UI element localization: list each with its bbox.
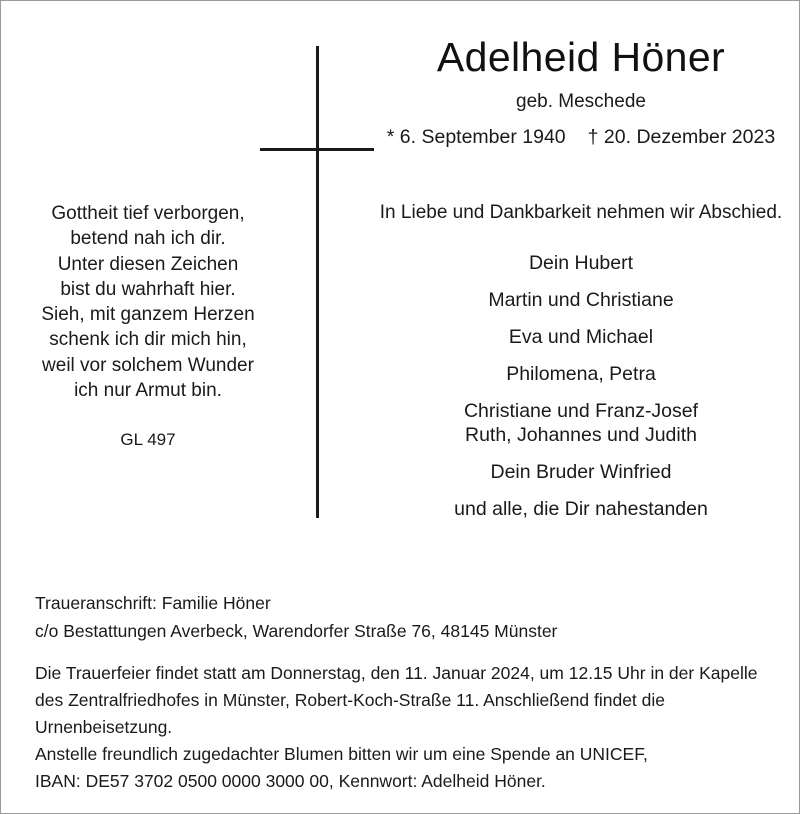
mourning-block <box>371 202 791 521</box>
mourner-name: Dein Hubert <box>528 252 634 274</box>
donation-request: Anstelle freundlich zugedachter Blumen bitten wir um eine Spende an UNICEF, <box>35 744 648 764</box>
death-date: † 20. Dezember 2023 <box>587 125 776 148</box>
donation-iban: IBAN: DE57 3702 0500 0000 3000 00, Kennwort: Adelheid Höner. <box>35 771 546 791</box>
verse-line: weil vor solchem Wunder <box>42 354 254 376</box>
verse-line: Unter diesen Zeichen <box>57 253 239 275</box>
verse-line: Sieh, mit ganzem Herzen <box>41 304 255 326</box>
deceased-name: Adelheid Höner <box>436 34 726 80</box>
cross-vertical-beam <box>316 46 319 518</box>
life-dates <box>381 126 781 149</box>
mourner-name: Philomena, Petra <box>506 363 656 385</box>
birth-date: * 6. September 1940 <box>386 125 566 148</box>
mourner-name: Ruth, Johannes und Judith <box>464 424 697 446</box>
verse-line: Gottheit tief verborgen, <box>51 203 245 224</box>
cross-horizontal-beam <box>260 148 374 151</box>
mourner-list <box>371 252 791 521</box>
mourner-name: Dein Bruder Winfried <box>490 461 672 483</box>
verse-block <box>19 201 277 450</box>
funeral-service-details: Die Trauerfeier findet statt am Donnerstag, den 11. Januar 2024, um 12.15 Uhr in der Kapelle des Zentralfriedhofes in Münster, Robert-Koch-Straße 11. Anschließend findet die Urnenbeisetzung. <box>35 663 758 737</box>
mourning-address-street: c/o Bestattungen Averbeck, Warendorfer Straße 76, 48145 Münster <box>35 621 558 641</box>
verse-line: schenk ich dir mich hin, <box>49 329 247 351</box>
mourner-name: Eva und Michael <box>508 326 654 348</box>
verse-line: ich nur Armut bin. <box>74 380 222 402</box>
mourner-name: Christiane und Franz-Josef <box>463 400 699 422</box>
verse-line: betend nah ich dir. <box>70 228 226 250</box>
verse-source: GL 497 <box>120 430 176 450</box>
mourner-name: Martin und Christiane <box>488 289 674 311</box>
mourning-intro: In Liebe und Dankbarkeit nehmen wir Abschied. <box>379 202 783 223</box>
verse-line: bist du wahrhaft hier. <box>60 278 236 300</box>
maiden-name: geb. Meschede <box>516 90 646 112</box>
funeral-service-block <box>35 660 760 795</box>
mourner-name: und alle, die Dir nahestanden <box>454 498 708 520</box>
header-block <box>381 35 781 149</box>
mourning-address-block <box>35 589 765 645</box>
mourning-address-name: Traueranschrift: Familie Höner <box>35 593 271 613</box>
